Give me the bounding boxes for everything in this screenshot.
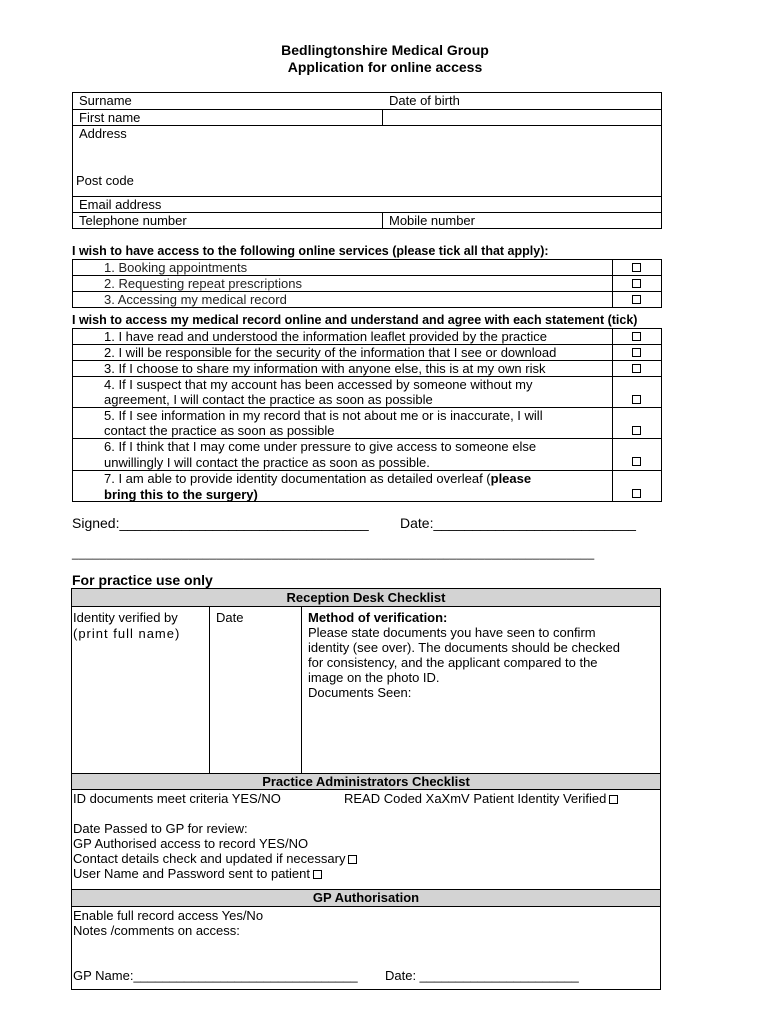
form-org-title: Bedlingtonshire Medical Group [281, 42, 489, 58]
first-name-label: First name [79, 110, 141, 125]
practice-use-heading: For practice use only [72, 572, 213, 588]
username-sent-row [73, 866, 322, 881]
method-line-1: Please state documents you have seen to confirm [308, 625, 596, 640]
statement-6-line2: unwillingly I will contact the practice as soon as possible. [104, 455, 430, 470]
gp-authorised-label: GP Authorised access to record YES/NO [73, 836, 309, 851]
mobile-label: Mobile number [389, 213, 475, 228]
statement-2: 2. I will be responsible for the security of the information that I see or download [104, 345, 557, 360]
identity-verified-label: Identity verified by [73, 610, 178, 625]
date-label: Date [216, 610, 244, 625]
divider [209, 607, 210, 773]
email-label: Email address [79, 197, 162, 212]
read-coded-row [344, 791, 618, 806]
notes-label: Notes /comments on access: [73, 923, 240, 938]
form-title: Application for online access [287, 59, 483, 75]
statement-2-checkbox[interactable] [632, 348, 641, 357]
contact-details-row [73, 851, 357, 866]
method-line-4: image on the photo ID. [308, 670, 440, 685]
statement-5-checkbox[interactable] [632, 426, 641, 435]
signed-field[interactable]: Signed:________________________________ [72, 515, 369, 531]
statement-7-line2: bring this to the surgery) [104, 487, 258, 502]
service-record: 3. Accessing my medical record [104, 292, 287, 307]
print-full-name-label: (print full name) [73, 626, 181, 641]
divider [612, 259, 613, 308]
method-verification-title: Method of verification: [308, 610, 448, 625]
divider [382, 109, 383, 126]
statement-6-checkbox[interactable] [632, 457, 641, 466]
statement-1-checkbox[interactable] [632, 332, 641, 341]
statement-7-text: 7. I am able to provide identity documentation as detailed overleaf ( [104, 471, 491, 486]
read-coded-label: READ Coded XaXmV Patient Identity Verified [344, 791, 607, 806]
reception-checklist-header: Reception Desk Checklist [71, 588, 661, 607]
statement-3: 3. If I choose to share my information with anyone else, this is at my own risk [104, 361, 546, 376]
statement-7-bold: please [490, 471, 532, 486]
read-coded-checkbox[interactable] [609, 795, 618, 804]
contact-details-label: Contact details check and updated if necessary [73, 851, 346, 866]
method-line-3: for consistency, and the applicant compared to the [308, 655, 598, 670]
admin-checklist-header: Practice Administrators Checklist [71, 773, 661, 790]
service-prescriptions: 2. Requesting repeat prescriptions [104, 276, 303, 291]
statement-4-checkbox[interactable] [632, 395, 641, 404]
divider [382, 212, 383, 229]
signed-date-field[interactable]: Date:__________________________ [400, 515, 636, 531]
address-label: Address [79, 126, 127, 141]
username-sent-checkbox[interactable] [313, 870, 322, 879]
statement-5-line1: 5. If I see information in my record that is not about me or is inaccurate, I will [104, 408, 543, 423]
separator-rule: ____________________________________________________________________________ [72, 546, 595, 560]
enable-full-access-label: Enable full record access Yes/No [73, 908, 264, 923]
statement-6-line1: 6. If I think that I may come under pressure to give access to someone else [104, 439, 537, 454]
statements-heading: I wish to access my medical record online and understand and agree with each statement (tick) [72, 313, 638, 327]
divider [612, 328, 613, 502]
service-record-checkbox[interactable] [632, 295, 641, 304]
method-line-2: identity (see over). The documents should be checked [308, 640, 620, 655]
services-heading: I wish to have access to the following online services (please tick all that apply): [72, 244, 549, 258]
postcode-label: Post code [76, 173, 134, 188]
contact-details-checkbox[interactable] [348, 855, 357, 864]
statement-4-line1: 4. If I suspect that my account has been accessed by someone without my [104, 377, 533, 392]
service-prescriptions-checkbox[interactable] [632, 279, 641, 288]
statement-1: 1. I have read and understood the information leaflet provided by the practice [104, 329, 548, 344]
divider [72, 109, 662, 110]
statement-3-checkbox[interactable] [632, 364, 641, 373]
id-criteria-label: ID documents meet criteria YES/NO [73, 791, 281, 806]
statement-4-line2: agreement, I will contact the practice as soon as possible [104, 392, 433, 407]
telephone-label: Telephone number [79, 213, 187, 228]
divider [72, 125, 662, 126]
statement-7-line1 [104, 471, 531, 486]
statement-5-line2: contact the practice as soon as possible [104, 423, 335, 438]
date-passed-label: Date Passed to GP for review: [73, 821, 248, 836]
service-booking: 1. Booking appointments [104, 260, 248, 275]
statement-7-checkbox[interactable] [632, 489, 641, 498]
divider [301, 607, 302, 773]
service-booking-checkbox[interactable] [632, 263, 641, 272]
dob-label: Date of birth [389, 93, 460, 108]
gp-authorisation-header: GP Authorisation [71, 889, 661, 907]
documents-seen-label: Documents Seen: [308, 685, 412, 700]
surname-label: Surname [79, 93, 132, 108]
username-sent-label: User Name and Password sent to patient [73, 866, 311, 881]
gp-date-field[interactable]: Date: ______________________ [385, 968, 579, 983]
gp-name-field[interactable]: GP Name:_______________________________ [73, 968, 358, 983]
